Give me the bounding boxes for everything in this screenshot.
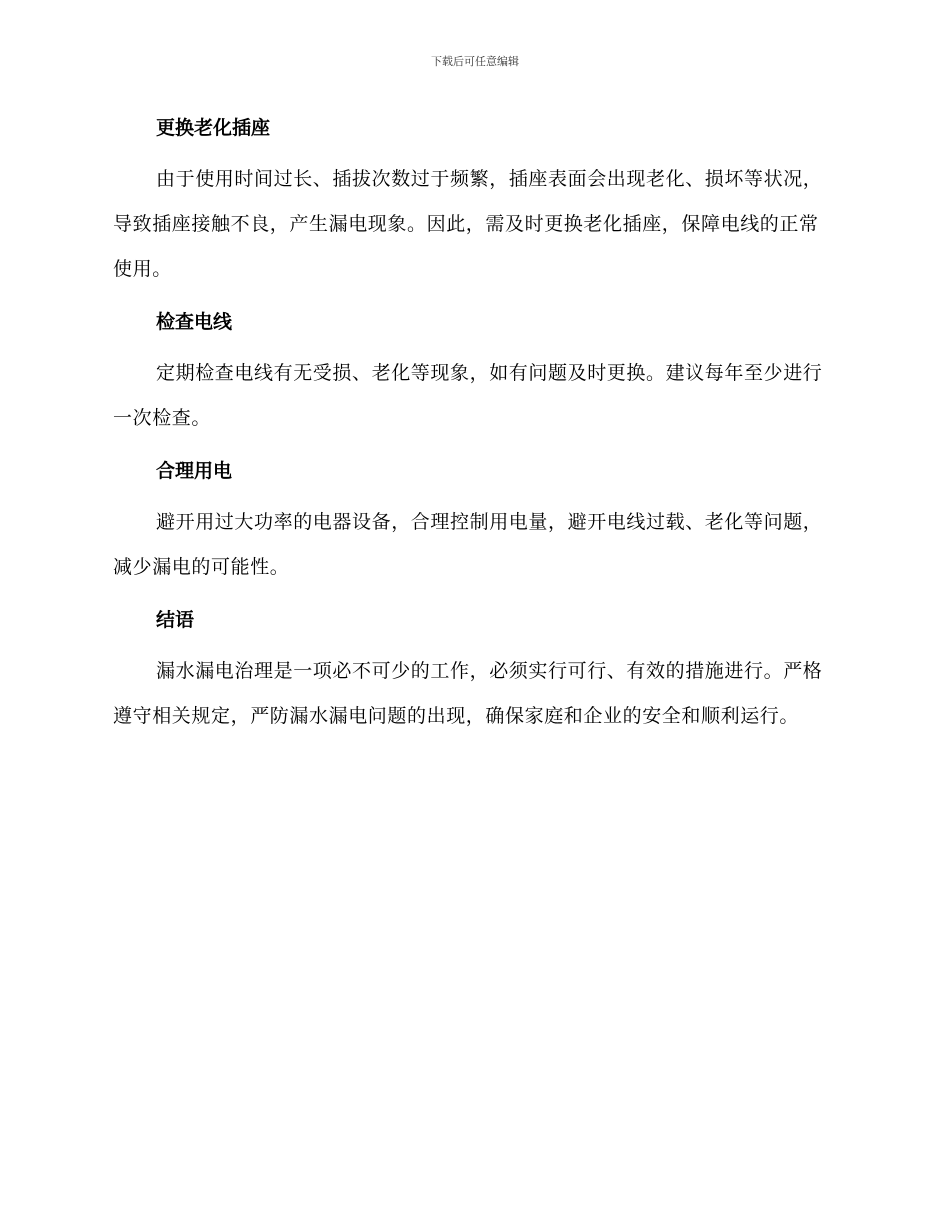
section-conclusion (113, 604, 833, 739)
section-paragraph: 定期检查电线有无受损、老化等现象，如有问题及时更换。建议每年至少进行一次检查。 (113, 362, 823, 429)
section-heading: 结语 (156, 609, 195, 631)
section-paragraph: 由于使用时间过长、插拔次数过于频繁，插座表面会出现老化、损坏等状况，导致插座接触不良，产生漏电现象。因此，需及时更换老化插座，保障电线的正常使用。 (113, 168, 823, 280)
section-paragraph: 漏水漏电治理是一项必不可少的工作，必须实行可行、有效的措施进行。严格遵守相关规定，严防漏水漏电问题的出现，确保家庭和企业的安全和顺利运行。 (113, 660, 823, 727)
page-header: 下载后可任意编辑 (431, 55, 519, 68)
document-body (113, 112, 833, 739)
section-proper-usage (113, 455, 833, 590)
section-heading: 检查电线 (156, 311, 233, 333)
section-replace-outlet (113, 112, 833, 292)
section-check-wires (113, 306, 833, 441)
section-heading: 更换老化插座 (156, 117, 271, 139)
section-heading: 合理用电 (156, 460, 233, 482)
section-paragraph: 避开用过大功率的电器设备，合理控制用电量，避开电线过载、老化等问题，减少漏电的可能性。 (113, 511, 823, 578)
